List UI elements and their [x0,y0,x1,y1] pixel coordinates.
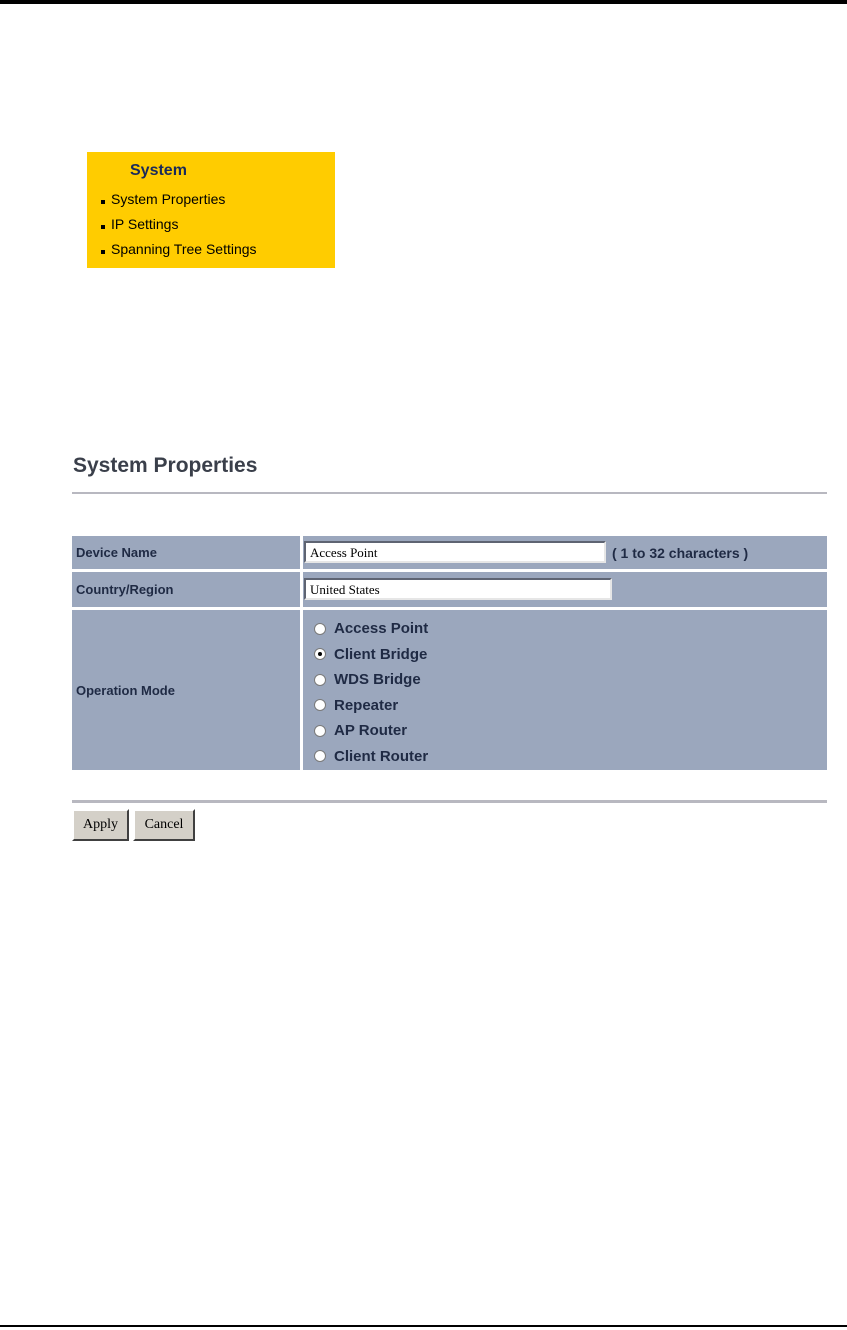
operation-mode-row [72,610,827,770]
column-separator [300,610,303,770]
menu-item-label: Spanning Tree Settings [111,241,257,257]
operation-mode-radio-group [314,616,428,769]
radio-access-point[interactable] [314,616,428,642]
country-region-label: Country/Region [76,582,174,597]
radio-label: Access Point [334,620,429,638]
radio-client-bridge[interactable] [314,642,428,668]
bullet-icon [101,250,105,254]
menu-item-system-properties[interactable] [101,191,225,207]
menu-title: System [130,162,187,179]
menu-item-label: System Properties [111,191,226,207]
title-divider [72,492,827,494]
radio-repeater[interactable] [314,693,428,719]
device-name-hint: ( 1 to 32 characters ) [612,545,749,561]
radio-label: Client Router [334,747,429,765]
device-name-label: Device Name [76,545,157,560]
radio-client-router[interactable] [314,744,428,770]
radio-unchecked-icon[interactable] [314,699,326,711]
device-name-row [72,536,827,569]
bullet-icon [101,200,105,204]
column-separator [300,572,303,607]
radio-unchecked-icon[interactable] [314,623,326,635]
country-region-row [72,572,827,607]
radio-label: AP Router [334,722,408,740]
radio-unchecked-icon[interactable] [314,674,326,686]
radio-label: Client Bridge [334,645,428,663]
radio-unchecked-icon[interactable] [314,725,326,737]
menu-item-label: IP Settings [111,216,179,232]
page-title: System Properties [73,454,258,477]
menu-item-spanning-tree-settings[interactable] [101,241,257,257]
radio-wds-bridge[interactable] [314,667,428,693]
radio-label: WDS Bridge [334,671,421,689]
bullet-icon [101,225,105,229]
system-menu [87,152,335,268]
apply-button[interactable]: Apply [72,809,129,841]
cancel-button[interactable]: Cancel [133,809,195,841]
radio-label: Repeater [334,696,399,714]
device-name-input[interactable]: Access Point [304,541,606,563]
top-rule [0,0,847,4]
radio-checked-icon[interactable] [314,648,326,660]
menu-item-ip-settings[interactable] [101,216,178,232]
column-separator [300,536,303,569]
operation-mode-label: Operation Mode [76,682,175,698]
radio-ap-router[interactable] [314,718,428,744]
country-region-input[interactable]: United States [304,578,612,600]
form-bottom-divider [72,800,827,803]
radio-unchecked-icon[interactable] [314,750,326,762]
bottom-rule [0,1325,847,1327]
